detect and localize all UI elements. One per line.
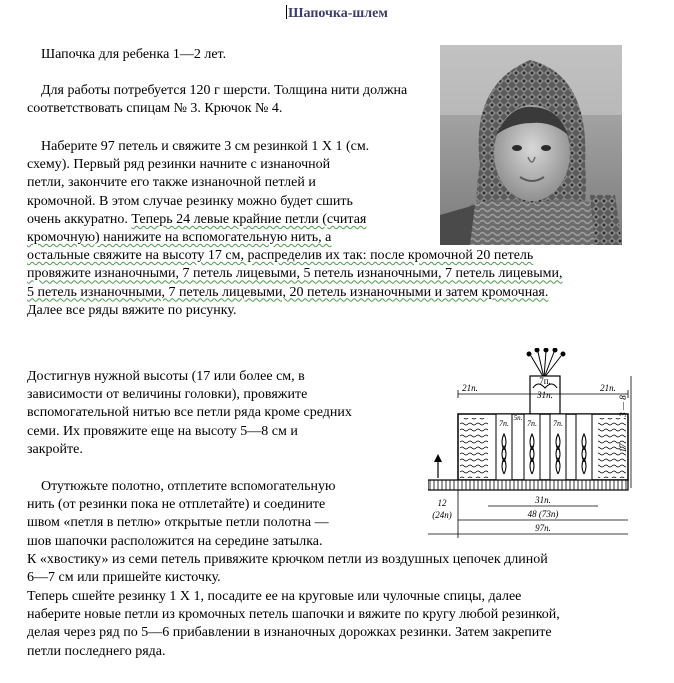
svg-text:(24п): (24п) [432, 510, 452, 520]
paragraph-casting-on: Наберите 97 петель и свяжите 3 см резинкой 1 Х 1 (см. схему). Первый ряд резинки начните с изнаночной петли, закончите его также изнаночной петлей и кромочной. В этом случае резинку можно будет сшить очень аккуратно. Теперь 24 левые крайние петли (считая кромочную) нанижите на вспомогательную нить, а остальные свяжите на высоту 17 см, распределив их так: после кромочной 20 петель провяжите изнаночными, 7 петель лицевыми, 5 петель изнаночными, 7 петель лицевыми, 5 петель изнаночными, 7 петель лицевыми, 20 петель изнаночными и затем кромочная. Далее все ряды вяжите по рисунку. [27, 139, 563, 318]
paragraph-ironing: Отутюжьте полотно, отплетите вспомогательную нить (от резинки пока не отплетайте) и соедините швом «петля в петлю» открытые петли полотна — шов шапочки расположится на середине затылка. [27, 479, 336, 549]
svg-text:5п.: 5п. [513, 414, 523, 422]
svg-text:7п.: 7п. [499, 419, 509, 428]
crown-flower [527, 348, 565, 378]
svg-text:7п.: 7п. [553, 419, 563, 428]
schema-ribbing [428, 480, 628, 490]
svg-text:12: 12 [437, 498, 447, 508]
svg-text:17: 17 [618, 443, 628, 453]
text-cursor [286, 5, 287, 19]
svg-text:7п.: 7п. [527, 419, 537, 428]
knitting-schema [428, 348, 633, 540]
schema-right-label: 21п. [600, 383, 616, 393]
paragraph-intro: Шапочка для ребенка 1—2 лет. [41, 47, 227, 62]
schema-left-label: 21п. [462, 383, 478, 393]
paragraph-materials: Для работы потребуется 120 г шерсти. Толщина нити должна соответствовать спицам № 3. Крючок № 4. [27, 83, 408, 117]
paragraph-tail: К «хвостику» из семи петель привяжите крючком петли из воздушных цепочек длиной 6—7 см или пришейте кисточку. [27, 552, 548, 586]
paragraph-ribbing: Теперь сшейте резинку 1 Х 1, посадите ее на круговые или чулочные спицы, далее наберите новые петли из кромочных петель шапочки и вяжите по кругу любой резинкой, делая через ряд по 5—6 прибавлении в изнаночных дорожках резинки. Затем закрепите петли последнего ряда. [27, 589, 560, 659]
schema-mid-label: 31п. [537, 390, 553, 400]
document-title: Шапочка-шлем [288, 6, 388, 21]
schema-top-label: 7п. [539, 376, 551, 386]
svg-text:48 (73п): 48 (73п) [527, 509, 559, 519]
knitting-schema-diagram [428, 348, 633, 540]
svg-text:31п.: 31п. [535, 495, 551, 505]
paragraph-reaching-height: Достигнув нужной высоты (17 или более см, в зависимости от величины головки), провяжите вспомогательной нитью все петли ряда кроме средних семи. Их провяжите еще на высоту 5—8 см и закройте. [27, 369, 352, 457]
svg-text:97п.: 97п. [535, 523, 551, 533]
svg-text:3 — 8: 3 — 8 [618, 395, 628, 417]
